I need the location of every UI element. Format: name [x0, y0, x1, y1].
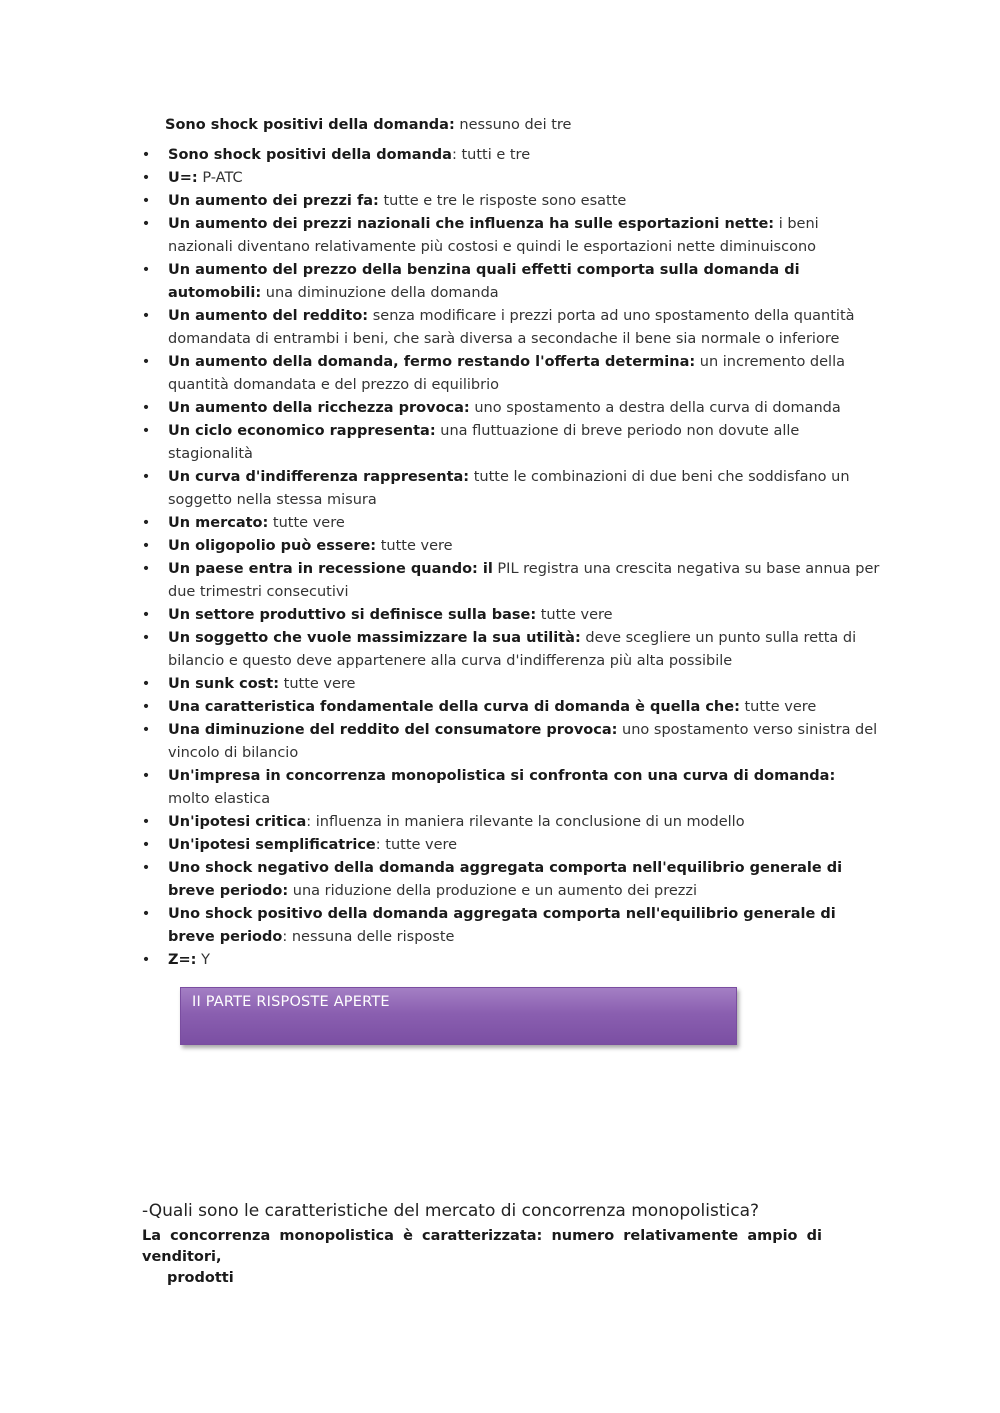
- list-item: [140, 397, 880, 420]
- item-question: Uno shock positivo della domanda aggregata comporta nell'equilibrio generale di breve periodo: [168, 906, 836, 945]
- item-answer: un incremento della quantità domandata e del prezzo di equilibrio: [168, 354, 845, 393]
- item-question: Un'ipotesi critica: [168, 814, 307, 830]
- item-answer: tutte le combinazioni di due beni che soddisfano un soggetto nella stessa misura: [168, 469, 850, 508]
- item-answer: una diminuzione della domanda: [261, 285, 499, 301]
- intro-question: Sono shock positivi della domanda:: [165, 117, 455, 133]
- item-answer: : tutti e tre: [451, 147, 531, 163]
- item-answer: una riduzione della produzione e un aumento dei prezzi: [288, 883, 698, 899]
- list-item: [140, 719, 880, 765]
- bullet-icon: •: [141, 423, 151, 439]
- bullet-icon: •: [141, 469, 151, 485]
- item-answer: Y: [196, 952, 210, 968]
- bullet-icon: •: [141, 262, 151, 278]
- item-question: Un aumento dei prezzi fa:: [168, 193, 379, 209]
- list-item: [140, 627, 880, 673]
- open-answer-line-1: La concorrenza monopolistica è caratterizzata: numero relativamente ampio di venditori,: [142, 1228, 822, 1265]
- item-answer: senza modificare i prezzi porta ad uno spostamento della quantità domandata di entrambi i beni, che sarà diversa a secondache il bene sia normale o inferiore: [168, 308, 855, 347]
- bullet-icon: •: [141, 906, 151, 922]
- bullet-icon: •: [141, 814, 151, 830]
- bullet-icon: •: [141, 768, 151, 784]
- list-item: [140, 811, 880, 834]
- section-banner: [180, 987, 737, 1045]
- item-answer: una fluttuazione di breve periodo non dovute alle stagionalità: [168, 423, 800, 462]
- item-question: U=:: [168, 170, 198, 186]
- list-item: [140, 696, 880, 719]
- list-item: [140, 213, 880, 259]
- bullet-icon: •: [141, 400, 151, 416]
- list-item: [140, 535, 880, 558]
- bullet-icon: •: [141, 676, 151, 692]
- item-answer: tutte e tre le risposte sono esatte: [378, 193, 627, 209]
- item-answer: tutte vere: [739, 699, 817, 715]
- item-question: Un aumento del prezzo della benzina quali effetti comporta sulla domanda di automobili:: [168, 262, 800, 301]
- list-item: [140, 305, 880, 351]
- bullet-icon: •: [141, 147, 151, 163]
- item-question: Un aumento dei prezzi nazionali che influenza ha sulle esportazioni nette:: [168, 216, 775, 232]
- item-question: Un paese entra in recessione quando: il: [168, 561, 493, 577]
- bullet-icon: •: [141, 308, 151, 324]
- list-item: [140, 834, 880, 857]
- bullet-icon: •: [141, 538, 151, 554]
- list-item: [140, 466, 880, 512]
- item-question: Un'ipotesi semplificatrice: [168, 837, 376, 853]
- list-item: [140, 259, 880, 305]
- bullet-icon: •: [141, 354, 151, 370]
- bullet-icon: •: [141, 952, 151, 968]
- item-answer: : influenza in maniera rilevante la conclusione di un modello: [306, 814, 745, 830]
- list-item: [140, 604, 880, 627]
- item-answer: PIL registra una crescita negativa su base annua per due trimestri consecutivi: [168, 561, 880, 600]
- bullet-icon: •: [141, 515, 151, 531]
- list-item: [140, 558, 880, 604]
- list-item: [140, 190, 880, 213]
- item-answer: uno spostamento a destra della curva di domanda: [469, 400, 841, 416]
- list-item: [140, 512, 880, 535]
- bullet-icon: •: [141, 216, 151, 232]
- open-answer: [142, 1226, 822, 1289]
- bullet-icon: •: [141, 607, 151, 623]
- item-question: Un aumento del reddito:: [168, 308, 369, 324]
- bullet-icon: •: [141, 722, 151, 738]
- item-answer: tutte vere: [536, 607, 613, 623]
- list-item: [140, 351, 880, 397]
- item-question: Un aumento della domanda, fermo restando l'offerta determina:: [168, 354, 696, 370]
- item-question: Un curva d'indifferenza rappresenta:: [168, 469, 470, 485]
- item-question: Un aumento della ricchezza provoca:: [168, 400, 470, 416]
- item-answer: P-ATC: [197, 170, 243, 186]
- item-answer: tutte vere: [376, 538, 453, 554]
- bullet-icon: •: [141, 170, 151, 186]
- section-banner-title: II PARTE RISPOSTE APERTE: [192, 994, 390, 1010]
- item-answer: uno spostamento verso sinistra del vincolo di bilancio: [168, 722, 878, 761]
- intro-answer: nessuno dei tre: [454, 117, 572, 133]
- bullet-icon: •: [141, 860, 151, 876]
- item-answer: : tutte vere: [375, 837, 458, 853]
- bullet-icon: •: [141, 193, 151, 209]
- item-question: Un'impresa in concorrenza monopolistica si confronta con una curva di domanda:: [168, 768, 836, 784]
- item-question: Un ciclo economico rappresenta:: [168, 423, 436, 439]
- item-question: Un sunk cost:: [168, 676, 280, 692]
- open-answer-line-2: prodotti: [167, 1270, 234, 1286]
- list-item: [140, 144, 880, 167]
- list-item: [140, 903, 880, 949]
- list-item: [140, 765, 880, 811]
- item-question: Sono shock positivi della domanda: [168, 147, 452, 163]
- bullet-icon: •: [141, 630, 151, 646]
- item-question: Uno shock negativo della domanda aggregata comporta nell'equilibrio generale di breve periodo:: [168, 860, 843, 899]
- item-answer: molto elastica: [168, 791, 271, 807]
- item-question: Un mercato:: [168, 515, 269, 531]
- qa-list: [140, 144, 880, 972]
- list-item: [140, 420, 880, 466]
- item-answer: tutte vere: [279, 676, 356, 692]
- bullet-icon: •: [141, 561, 151, 577]
- list-item: [140, 167, 880, 190]
- item-question: Una caratteristica fondamentale della curva di domanda è quella che:: [168, 699, 740, 715]
- list-item: [140, 949, 880, 972]
- item-answer: : nessuna delle risposte: [282, 929, 455, 945]
- item-question: Un soggetto che vuole massimizzare la sua utilità:: [168, 630, 581, 646]
- list-item: [140, 857, 880, 903]
- bullet-icon: •: [141, 837, 151, 853]
- item-question: Z=:: [168, 952, 197, 968]
- item-answer: deve scegliere un punto sulla retta di bilancio e questo deve appartenere alla curva d'indifferenza più alta possibile: [168, 630, 857, 669]
- item-answer: i beni nazionali diventano relativamente più costosi e quindi le esportazioni nette diminuiscono: [168, 216, 819, 255]
- list-item: [140, 673, 880, 696]
- open-question: -Quali sono le caratteristiche del mercato di concorrenza monopolistica?: [142, 1201, 760, 1221]
- bullet-icon: •: [141, 699, 151, 715]
- intro-line: [165, 115, 885, 135]
- item-question: Un settore produttivo si definisce sulla base:: [168, 607, 537, 623]
- item-answer: tutte vere: [268, 515, 345, 531]
- item-question: Un oligopolio può essere:: [168, 538, 377, 554]
- item-question: Una diminuzione del reddito del consumatore provoca:: [168, 722, 618, 738]
